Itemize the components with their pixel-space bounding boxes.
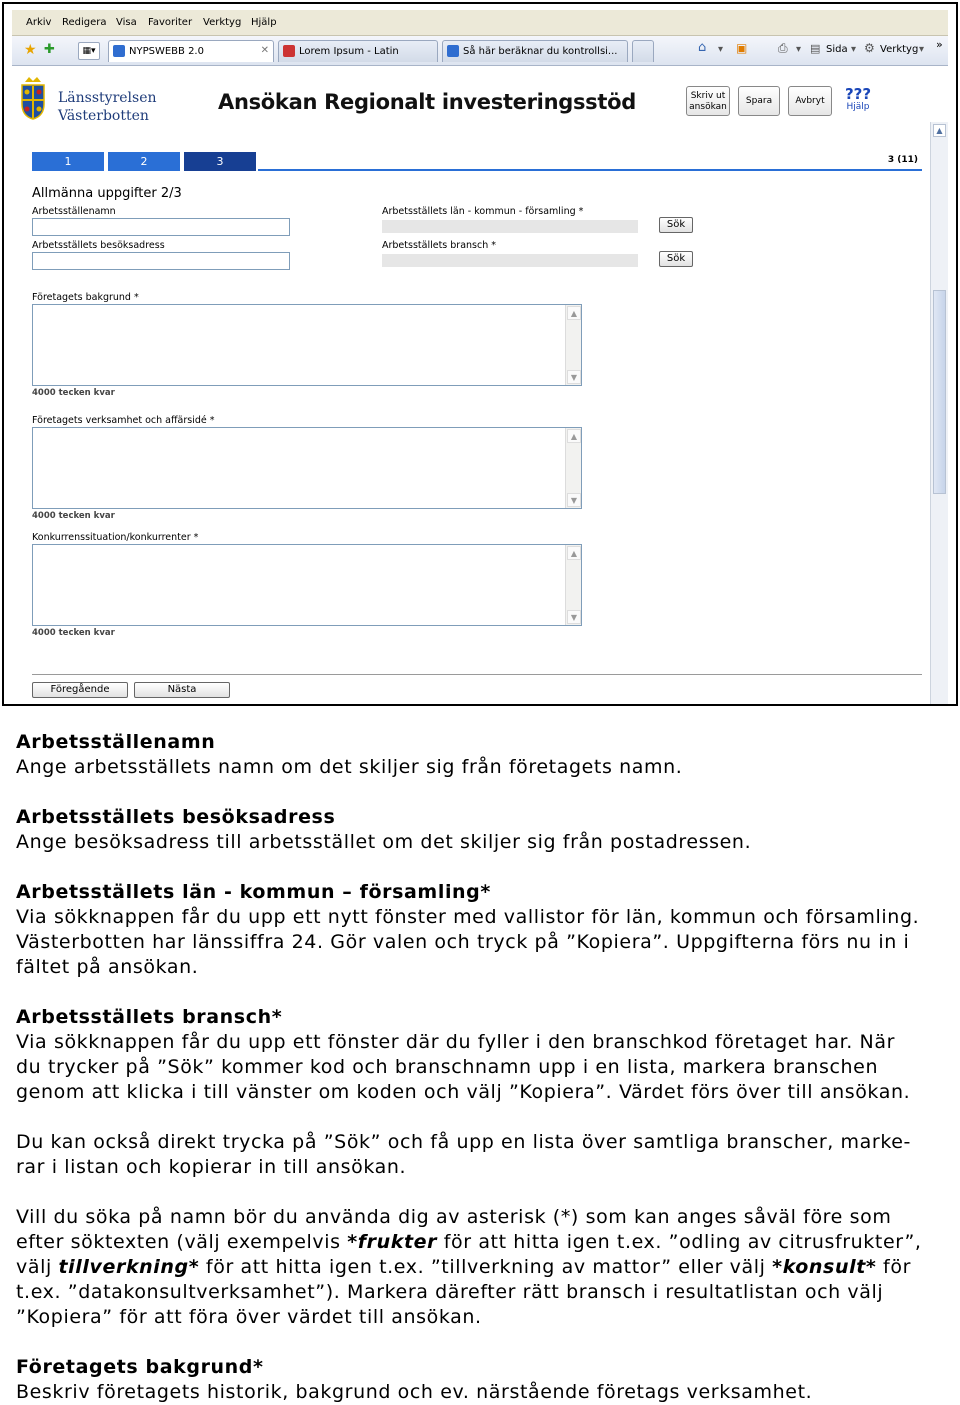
menu-favoriter[interactable]: Favoriter xyxy=(148,17,193,28)
section-heading: Arbetsställenamn xyxy=(16,731,216,753)
next-button[interactable]: Nästa xyxy=(134,682,230,698)
text-run: för att hitta igen t.ex. ”odling av citrusfrukter”, välj xyxy=(16,1231,922,1278)
section-body: Du kan också direkt trycka på ”Sök” och få upp en lista över samtliga branscher, marke- rar i listan och kopierar in till ansökan. xyxy=(16,1131,911,1178)
competition-label: Konkurrenssituation/konkurrenter * xyxy=(32,532,199,543)
page-icon: ▤ xyxy=(810,42,821,55)
menu-bar xyxy=(12,10,948,36)
visiting-address-label: Arbetsställets besöksadress xyxy=(32,240,165,251)
section-workplace-name xyxy=(16,730,946,780)
tab-nypswebb[interactable] xyxy=(108,40,274,62)
menu-hjalp[interactable]: Hjälp xyxy=(251,17,277,28)
business-idea-label: Företagets verksamhet och affärsidé * xyxy=(32,415,215,426)
menu-visa[interactable]: Visa xyxy=(116,17,137,28)
section-heading: Företagets bakgrund* xyxy=(16,1356,264,1378)
tab-close-icon[interactable]: ✕ xyxy=(260,45,269,56)
branch-field xyxy=(382,254,638,267)
workplace-name-label: Arbetsställenamn xyxy=(32,206,116,217)
application-title: Ansökan Regionalt investeringsstöd xyxy=(218,90,636,114)
section-heading: Arbetsställets län - kommun – församling* xyxy=(16,881,491,903)
feeds-icon[interactable]: ▣ xyxy=(736,41,748,55)
scroll-thumb[interactable] xyxy=(933,290,946,494)
example-frukter: *frukter xyxy=(347,1231,438,1253)
save-button[interactable]: Spara xyxy=(738,86,780,116)
ie-page-icon xyxy=(447,45,459,57)
section-body: Via sökknappen får du upp ett nytt fönster med vallistor för län, kommun och församling. Västerbotten har länssiffra 24. Gör valen och tryck på ”Kopiera”. Uppgifterna förs nu in i fältet på ansökan. xyxy=(16,906,920,978)
section-body xyxy=(16,1205,946,1330)
example-konsult: *konsult* xyxy=(772,1256,877,1278)
help-label: Hjälp xyxy=(846,102,870,112)
text-run: för att hitta igen t.ex. ”tillverkning av mattor” eller välj xyxy=(199,1256,773,1278)
competition-char-count: 4000 tecken kvar xyxy=(32,628,115,638)
home-dropdown-icon[interactable]: ▾ xyxy=(718,44,724,55)
org-name-line2: Västerbotten xyxy=(58,108,149,124)
menu-redigera[interactable]: Redigera xyxy=(62,17,107,28)
add-favorite-icon[interactable]: ✚ xyxy=(44,42,55,57)
tab-lorem-ipsum-label: Lorem Ipsum - Latin xyxy=(299,46,399,57)
section-visiting-address xyxy=(16,805,946,855)
print-icon[interactable]: ⎙ xyxy=(778,41,788,55)
page-favicon-icon xyxy=(283,45,295,57)
textarea-scrollbar[interactable] xyxy=(565,428,581,508)
browser-screenshot xyxy=(2,2,958,706)
tab-lorem-ipsum[interactable] xyxy=(278,40,438,62)
agency-logo xyxy=(20,72,185,128)
county-search-button[interactable]: Sök xyxy=(659,217,693,233)
text-run: för t.ex. ”datakonsultverksamhet”). Markera därefter rätt bransch i resultatlistan och välj ”Kopiera” för att föra över värdet till ansökan. xyxy=(16,1256,911,1328)
scroll-up-icon[interactable]: ▲ xyxy=(567,546,581,560)
section-body: Beskriv företagets historik, bakgrund och ev. närstående företags verksamhet. xyxy=(16,1381,813,1403)
tab-bar xyxy=(12,36,948,66)
form-section-title: Allmänna uppgifter 2/3 xyxy=(32,186,182,201)
tab-nypswebb-label: NYPSWEBB 2.0 xyxy=(129,46,204,57)
step-indicator xyxy=(32,152,924,172)
step-1[interactable]: 1 xyxy=(32,152,104,171)
section-company-background xyxy=(16,1355,946,1405)
step-progress-line xyxy=(258,169,922,171)
print-dropdown-icon[interactable]: ▾ xyxy=(796,44,802,55)
branch-label: Arbetsställets bransch * xyxy=(382,240,497,251)
ie-page-icon xyxy=(113,45,125,57)
print-button-label-line1: Skriv ut xyxy=(690,91,726,101)
menu-arkiv[interactable]: Arkiv xyxy=(26,17,52,28)
workplace-name-input[interactable] xyxy=(32,218,290,236)
tools-menu[interactable]: Verktyg xyxy=(880,44,919,55)
county-municipality-field xyxy=(382,220,638,233)
visiting-address-input[interactable] xyxy=(32,252,290,270)
county-municipality-label: Arbetsställets län - kommun - församling * xyxy=(382,206,584,217)
crest-icon xyxy=(20,76,46,120)
section-asterisk-search xyxy=(16,1205,946,1330)
print-button-label-line2: ansökan xyxy=(689,102,727,112)
step-2[interactable]: 2 xyxy=(108,152,180,171)
scroll-up-icon[interactable]: ▲ xyxy=(933,124,946,137)
scroll-up-icon[interactable]: ▲ xyxy=(567,306,581,320)
page-content xyxy=(12,66,930,706)
menu-verktyg[interactable]: Verktyg xyxy=(203,17,242,28)
org-name-line1: Länsstyrelsen xyxy=(58,90,157,106)
more-commands-icon[interactable]: » xyxy=(936,38,943,51)
help-icon: ??? xyxy=(844,85,872,103)
tools-dropdown-icon[interactable]: ▾ xyxy=(919,44,925,55)
business-idea-textarea[interactable] xyxy=(32,427,582,509)
tab-kontrollsiffra-label: Så här beräknar du kontrollsi... xyxy=(463,46,618,57)
tab-kontrollsiffra[interactable] xyxy=(442,40,628,62)
section-body: Ange arbetsställets namn om det skiljer sig från företagets namn. xyxy=(16,756,683,778)
section-body: Ange besöksadress till arbetsstället om det skiljer sig från postadressen. xyxy=(16,831,752,853)
print-application-button[interactable] xyxy=(686,86,730,116)
page-menu[interactable]: Sida xyxy=(826,44,848,55)
page-dropdown-icon[interactable]: ▾ xyxy=(851,44,857,55)
help-button[interactable] xyxy=(840,86,876,120)
textarea-scrollbar[interactable] xyxy=(565,305,581,385)
step-3[interactable]: 3 xyxy=(184,152,256,171)
section-county xyxy=(16,880,946,980)
gear-icon: ⚙ xyxy=(864,41,875,55)
previous-button[interactable]: Föregående xyxy=(32,682,128,698)
scroll-down-icon[interactable]: ▼ xyxy=(567,493,581,507)
section-direct-search xyxy=(16,1130,946,1180)
background-label: Företagets bakgrund * xyxy=(32,292,139,303)
step-count: 3 (11) xyxy=(887,155,918,165)
section-heading: Arbetsställets besöksadress xyxy=(16,806,336,828)
business-idea-char-count: 4000 tecken kvar xyxy=(32,511,115,521)
text-run: Vill du söka på namn bör du använda dig av asterisk (*) som kan anges såväl före som efter söktexten (välj exempelvis xyxy=(16,1206,892,1253)
cancel-button[interactable]: Avbryt xyxy=(788,86,832,116)
competition-textarea[interactable] xyxy=(32,544,582,626)
branch-search-button[interactable]: Sök xyxy=(659,251,693,267)
home-icon[interactable]: ⌂ xyxy=(698,40,707,55)
bottom-divider xyxy=(32,674,922,675)
section-heading: Arbetsställets bransch* xyxy=(16,1006,283,1028)
background-textarea[interactable] xyxy=(32,304,582,386)
example-tillverkning: tillverkning* xyxy=(58,1256,200,1278)
section-branch xyxy=(16,1005,946,1105)
quick-tabs-icon[interactable]: ▦▾ xyxy=(78,42,100,60)
textarea-scrollbar[interactable] xyxy=(565,545,581,625)
scroll-down-icon[interactable]: ▼ xyxy=(567,370,581,384)
window-scrollbar[interactable] xyxy=(930,122,948,706)
background-char-count: 4000 tecken kvar xyxy=(32,388,115,398)
section-body: Via sökknappen får du upp ett fönster där du fyller i den branschkod företaget har. När du trycker på ”Sök” kommer kod och branschnamn upp i en lista, markera branschen genom att klicka i till vänster om koden och välj ”Kopiera”. Värdet förs över till ansökan. xyxy=(16,1031,911,1103)
favorites-star-icon[interactable]: ★ xyxy=(24,42,37,58)
scroll-down-icon[interactable]: ▼ xyxy=(567,610,581,624)
scroll-up-icon[interactable]: ▲ xyxy=(567,429,581,443)
new-tab-button[interactable] xyxy=(632,40,654,62)
